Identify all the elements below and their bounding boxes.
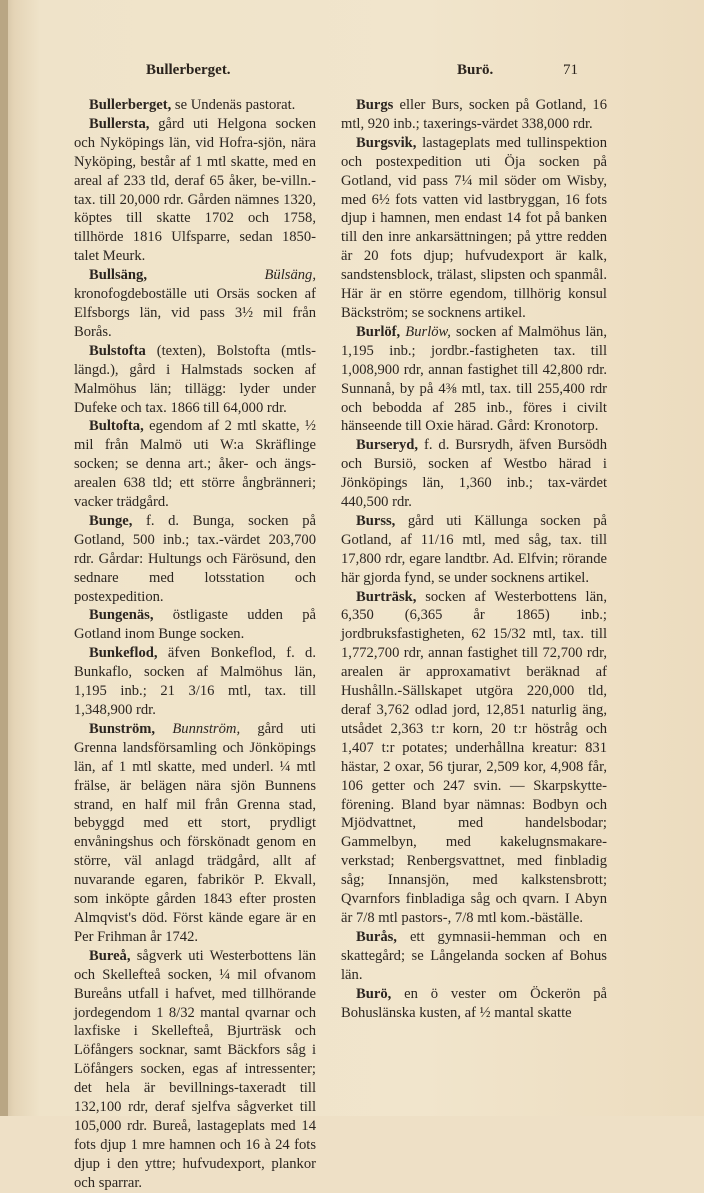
entry-variant: Burlöw, — [405, 323, 451, 340]
entry-body: eller Burs, socken på Gotland, 16 mtl, 920 inb.; taxerings-värdet 338,000 rdr. — [341, 97, 607, 132]
entry-body: se Undenäs pastorat. — [171, 97, 296, 113]
entry-headword: Burgs — [356, 97, 394, 113]
entry-variant: Bunnström, — [172, 720, 241, 737]
entry-body: socken af Westerbottens län, 6,350 (6,365 år 1865) inb.; jordbruksfastigheten, 62 15/32 mtl, tax. till 1,772,700 rdr, annan fastighet till 72,700 rdr, arealen är approxamativt beräknad af Hushålln.-Sällskapet utgöra 220,000 tld, deraf 3,762 odlad jord, 12,851 naturlig äng, utsådet 2,363 t:r korn, 20 t:r höstråg och 1,407 t:r potates; underhållna kreatur: 831 hästar, 2 oxar, 56 tjurar, 2,509 kor, 4,908 får, 106 getter och 247 svin. — Skarpskytte-förening. Bland byar nämnas: Bodbyn och Mjödvattnet, med handelsbodar; Gammelbyn, med kakelugnsmakare-verkstad; Renbergsvattnet, med finbladig såg; Innansjön, med kalkstensbrott; Qvarnfors finbladiga såg och qvarn. I Abyn är 7/8 mtl pastors-, 7/8 mtl kom.-bäställe. — [341, 588, 607, 926]
entry-body: gård uti Grenna landsförsamling och Jönköpings län, af 1 mtl skatte, med underl. ¼ mtl frälse, är belägen nära sjön Bunnens strand, en half mil från Grenna stad, bebyggd med ett stort, prydligt envåningshus och förskönadt genom en större, väl anlagd trädgård, allt af nuvarande egaren, fabrikör P. Ekvall, som inköpte gården 1843 efter prosten Almqvist's död. Först kände egare är en Per Frihman år 1742. — [74, 720, 316, 945]
entry-body: östligaste udden på Gotland inom Bunge socken. — [74, 607, 316, 643]
dictionary-entry — [341, 588, 607, 928]
entry-body: äfven Bonkeflod, f. d. Bunkaflo, socken af Malmöhus län, 1,195 inb.; 21 3/16 mtl, tax. till 1,348,900 rdr. — [74, 645, 316, 718]
left-column — [74, 96, 316, 1193]
dictionary-entry — [74, 342, 316, 418]
dictionary-entry — [341, 134, 607, 323]
entry-headword: Bultofta, — [89, 418, 144, 435]
entry-headword: Burss, — [356, 512, 396, 529]
entry-headword: Bungenäs, — [89, 607, 154, 624]
entry-headword: Bunström, — [89, 720, 156, 737]
running-header-left: Bullerberget. — [146, 62, 231, 78]
dictionary-entry — [74, 115, 316, 266]
entry-headword: Bullersta, — [89, 115, 150, 132]
entry-variant: Bülsäng, — [264, 267, 316, 284]
entry-body: f. d. Bunga, socken på Gotland, 500 inb.; tax.-värdet 203,700 rdr. Gårdar: Hultungs och Färösund, den sednare med lotsstation och postexpedition. — [74, 512, 316, 605]
entry-body: kronofogdeboställe uti Orsäs socken af Elfsborgs län, vid pass 3½ mil från Borås. — [74, 286, 316, 340]
entry-body: ett gymnasii-hemman och en skattegård; se Långelanda socken af Bohus län. — [341, 928, 607, 983]
dictionary-entry — [74, 720, 316, 947]
entry-headword: Burgsvik, — [356, 134, 417, 151]
dictionary-entry — [74, 417, 316, 512]
entry-body: en ö vester om Öckerön på Bohuslänska kusten, af ½ mantal skatte — [341, 985, 607, 1021]
entry-body: (texten), Bolstofta (mtls-längd.), gård i Halmstads socken af Malmöhus län; tillägg: lyder under Dufeke och tax. 1866 till 64,000 rdr. — [74, 342, 316, 416]
entry-headword: Bureå, — [89, 947, 131, 964]
dictionary-entry — [341, 928, 607, 985]
entry-body: gård uti Helgona socken och Nyköpings län, vid Hofra-sjön, nära Nyköping, består af 1 mtl skatte, med en areal af 233 tld, deraf 65 åker, be-villn.-tax. till 20,000 rdr. Gården nämnes 1320, köptes till skatte 1702 och 1758, tillhörde 1816 Ulfsparre, sedan 1850-talet Meurk. — [74, 115, 316, 265]
entry-headword: Bullerberget, — [89, 97, 172, 113]
dictionary-entry — [341, 436, 607, 512]
dictionary-entry — [74, 644, 316, 720]
entry-headword: Burseryd, — [356, 437, 419, 454]
entry-headword: Bullsäng, — [89, 267, 147, 284]
running-header-right: Burö. — [457, 62, 494, 78]
page-spine-shadow — [0, 0, 8, 1116]
entry-headword: Burås, — [356, 928, 397, 945]
entry-body: socken af Malmöhus län, 1,195 inb.; jordbr.-fastigheten tax. till 1,008,900 rdr, annan fastighet till 42,800 rdr. Sunnanå, by på 4⅜ mtl, tax. till 255,400 rdr och bebodda af 285 inb., föres i civilt hänseende till Oxie härad. Gård: Kronotorp. — [341, 323, 607, 435]
entry-headword: Burö, — [356, 985, 392, 1002]
dictionary-entry — [74, 512, 316, 607]
dictionary-entry — [74, 606, 316, 644]
dictionary-entry — [341, 985, 607, 1023]
dictionary-entry — [341, 512, 607, 588]
page-number: 71 — [563, 62, 578, 78]
entry-headword: Bunge, — [89, 512, 133, 529]
entry-body: egendom af 2 mtl skatte, ½ mil från Malmö uti W:a Skräflinge socken; se denna art.; åker- och ängs-arealen 638 tld; ett större ångbränneri; vacker trädgård. — [74, 418, 316, 511]
dictionary-entry — [74, 947, 316, 1193]
right-column — [341, 96, 607, 1022]
entry-body: sågverk uti Westerbottens län och Skellefteå socken, ¼ mil ofvanom Bureåns utfall i hafvet, med tillhörande jordegendom 1 8/32 mantal qvarnar och laxfiske i Skellefteå, Bjurträsk och Löfångers socknar, samt Bäckfors såg i Löfångers socken, egas af intressenter; det hela är bevillnings-taxeradt till 132,100 rdr, deraf sjelfva sågverket till 105,000 rdr. Bureå, lastageplats med 14 fots djup 1 mre hamnen och 16 à 24 fots djup i den yttre; hufvudexport, plankor och sparrar. — [74, 947, 316, 1191]
entry-headword: Bulstofta — [89, 342, 146, 359]
dictionary-entry — [74, 266, 316, 342]
dictionary-entry — [341, 96, 607, 134]
dictionary-entry — [74, 96, 316, 115]
entry-headword: Burträsk, — [356, 588, 417, 605]
entry-body: gård uti Källunga socken på Gotland, af 11/16 mtl, med såg, tax. till 17,800 rdr, egare landtbr. Ad. Elfvin; rörande här gjorda fynd, se under socknens artikel. — [341, 512, 607, 586]
entry-headword: Burlöf, — [356, 323, 401, 340]
entry-body: f. d. Bursrydh, äfven Bursödh och Bursiö, socken af Westbo härad i Jönköpings län, 1,360 inb.; tax-värdet 440,500 rdr. — [341, 437, 607, 511]
entry-headword: Bunkeflod, — [89, 645, 158, 662]
entry-body: lastageplats med tullinspektion och postexpedition uti Öja socken på Gotland, vid pass 7¼ mil söder om Wisby, med 6½ fots vatten vid lastbryggan, 16 fots djup i hamnen, men endast 14 fot på banken till den inre ankarsättningen; på yttre redden är 20 fots djup; hufvudexport är kalk, sandstensblock, trälast, slipsten och spanmål. Här är en större egendom, tillhörig konsul Bäckström; se socknens artikel. — [341, 134, 607, 321]
dictionary-entry — [341, 323, 607, 436]
